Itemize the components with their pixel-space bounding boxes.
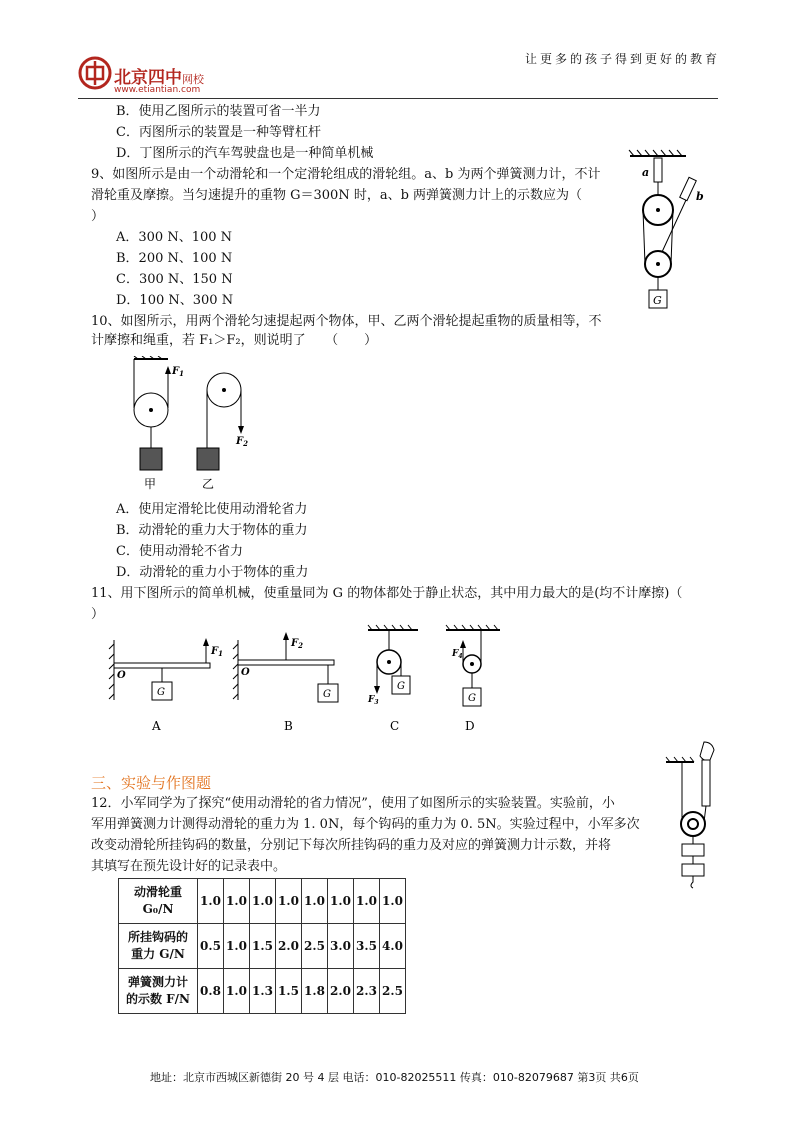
table-row <box>119 969 406 1014</box>
svg-text:B: B <box>284 719 293 733</box>
table-cell: 3.0 <box>328 924 354 969</box>
q11-fig-a <box>109 638 223 733</box>
table-cell: 3.5 <box>354 924 380 969</box>
svg-text:F2: $F_2$ <box>291 638 303 650</box>
table-cell: 4.0 <box>380 924 406 969</box>
table-row-header <box>119 969 198 1014</box>
table-cell: 2.0 <box>276 924 302 969</box>
q10-pulley-figure <box>118 356 268 494</box>
row-header-line-2: 的示数 F/N <box>125 992 191 1006</box>
table-cell: 1.0 <box>224 924 250 969</box>
q10-option-c: C．使用动滑轮不省力 <box>116 544 243 559</box>
logo-name: 北京四中网校 <box>114 68 204 88</box>
q10-option-a: A．使用定滑轮比使用动滑轮省力 <box>116 502 308 517</box>
svg-text:F3: $F_3$ <box>368 695 379 706</box>
table-cell: 1.0 <box>250 879 276 924</box>
q9-line-2: 滑轮重及摩擦。当匀速提升的重物 G＝300N 时，a、b 两弹簧测力计上的示数应为（ <box>91 188 583 203</box>
logo-mark <box>78 56 112 90</box>
q10-yi-label: 乙 <box>202 477 215 491</box>
table-cell: 1.0 <box>328 879 354 924</box>
table-cell: 1.0 <box>224 969 250 1014</box>
svg-text:G: G <box>468 693 476 704</box>
table-row <box>119 879 406 924</box>
q12-record-table <box>118 878 406 1014</box>
table-cell: 1.0 <box>276 879 302 924</box>
table-cell: 1.3 <box>250 969 276 1014</box>
q9-label-g: G <box>653 294 662 307</box>
q11-fig-d <box>446 625 500 733</box>
table-cell: 2.3 <box>354 969 380 1014</box>
q9-pulley-figure <box>626 148 720 314</box>
table-cell: 1.5 <box>250 924 276 969</box>
q10-jia-label: 甲 <box>144 477 157 491</box>
row-header-line-2: G₀/N <box>142 902 174 916</box>
q8-option-c: C．丙图所示的装置是一种等臂杠杆 <box>116 125 321 140</box>
q11-line-2: ） <box>91 607 105 622</box>
table-row-header <box>119 879 198 924</box>
q12-line-4: 其填写在预先设计好的记录表中。 <box>91 859 287 874</box>
table-row-header <box>119 924 198 969</box>
table-row <box>119 924 406 969</box>
row-header-line-1: 动滑轮重 <box>133 885 182 899</box>
table-cell: 1.0 <box>354 879 380 924</box>
q10-option-b: B．动滑轮的重力大于物体的重力 <box>116 523 308 538</box>
table-cell: 0.8 <box>198 969 224 1014</box>
q8-option-b: B．使用乙图所示的装置可省一半力 <box>116 104 321 119</box>
svg-text:G: G <box>157 687 165 698</box>
table-cell: 2.0 <box>328 969 354 1014</box>
q10-line-2: 计摩擦和绳重，若 F₁＞F₂，则说明了 （ ） <box>91 333 378 348</box>
row-header-line-1: 弹簧测力计 <box>127 975 188 989</box>
svg-text:F4: $F_4$ <box>452 649 463 660</box>
table-cell: 1.8 <box>302 969 328 1014</box>
q10-f2-label: $F_2$ <box>236 436 248 448</box>
header-divider <box>78 98 718 99</box>
table-cell: 0.5 <box>198 924 224 969</box>
table-cell: 1.5 <box>276 969 302 1014</box>
q8-option-d: D．丁图所示的汽车驾驶盘也是一种简单机械 <box>116 146 374 161</box>
row-header-line-1: 所挂钩码的 <box>127 930 188 944</box>
svg-text:A: A <box>152 719 161 733</box>
q11-machines-figure <box>100 620 530 738</box>
q12-line-3: 改变动滑轮所挂钩码的数量，分别记下每次所挂钩码的重力及对应的弹簧测力计示数，并将 <box>91 838 612 853</box>
q10-f1-label: $F_1$ <box>172 366 184 378</box>
q9-option-c: C．300 N、150 N <box>116 272 233 287</box>
svg-text:O: O <box>117 670 126 681</box>
row-header-line-2: 重力 G/N <box>131 947 185 961</box>
q9-option-d: D．100 N、300 N <box>116 293 234 308</box>
table-cell: 2.5 <box>380 969 406 1014</box>
q10-option-d: D．动滑轮的重力小于物体的重力 <box>116 565 309 580</box>
svg-text:O: O <box>241 667 250 678</box>
q9-option-a: A．300 N、100 N <box>116 230 233 245</box>
q12-apparatus-figure <box>664 740 728 890</box>
q11-line-1: 11、用下图所示的简单机械，使重量同为 G 的物体都处于静止状态，其中用力最大的是(均不计摩擦)（ <box>91 586 683 601</box>
q11-fig-b <box>233 632 338 733</box>
svg-text:G: G <box>397 681 405 692</box>
logo-url: www.etiantian.com <box>114 85 201 95</box>
svg-text:F1: $F_1$ <box>211 646 223 658</box>
q9-line-3: ） <box>91 209 105 224</box>
q10-line-1: 10、如图所示，用两个滑轮匀速提起两个物体，甲、乙两个滑轮提起重物的质量相等，不 <box>91 314 602 329</box>
page-footer: 地址：北京市西城区新德街 20 号 4 层 电话：010-82025511 传真：010-82079687 第3页 共6页 <box>150 1071 639 1084</box>
q12-line-1: 12．小军同学为了探究“使用动滑轮的省力情况”，使用了如图所示的实验装置。实验前，小 <box>91 796 615 811</box>
q9-label-a: a <box>642 166 650 179</box>
q9-option-b: B．200 N、100 N <box>116 251 233 266</box>
header-slogan: 让更多的孩子得到更好的教育 <box>524 52 720 66</box>
q9-line-1: 9、如图所示是由一个动滑轮和一个定滑轮组成的滑轮组。a、b 为两个弹簧测力计，不计 <box>91 167 601 182</box>
q9-label-b: b <box>696 190 704 203</box>
table-cell: 2.5 <box>302 924 328 969</box>
table-cell: 1.0 <box>224 879 250 924</box>
table-cell: 1.0 <box>380 879 406 924</box>
svg-text:C: C <box>390 719 400 733</box>
section-3-title: 三、实验与作图题 <box>91 774 212 792</box>
svg-text:G: G <box>323 689 331 700</box>
table-cell: 1.0 <box>198 879 224 924</box>
q12-line-2: 军用弹簧测力计测得动滑轮的重力为 1. 0N，每个钩码的重力为 0. 5N。实验过程中，小军多次 <box>91 817 640 832</box>
q11-fig-c <box>367 625 418 733</box>
table-cell: 1.0 <box>302 879 328 924</box>
svg-text:D: D <box>465 719 475 733</box>
